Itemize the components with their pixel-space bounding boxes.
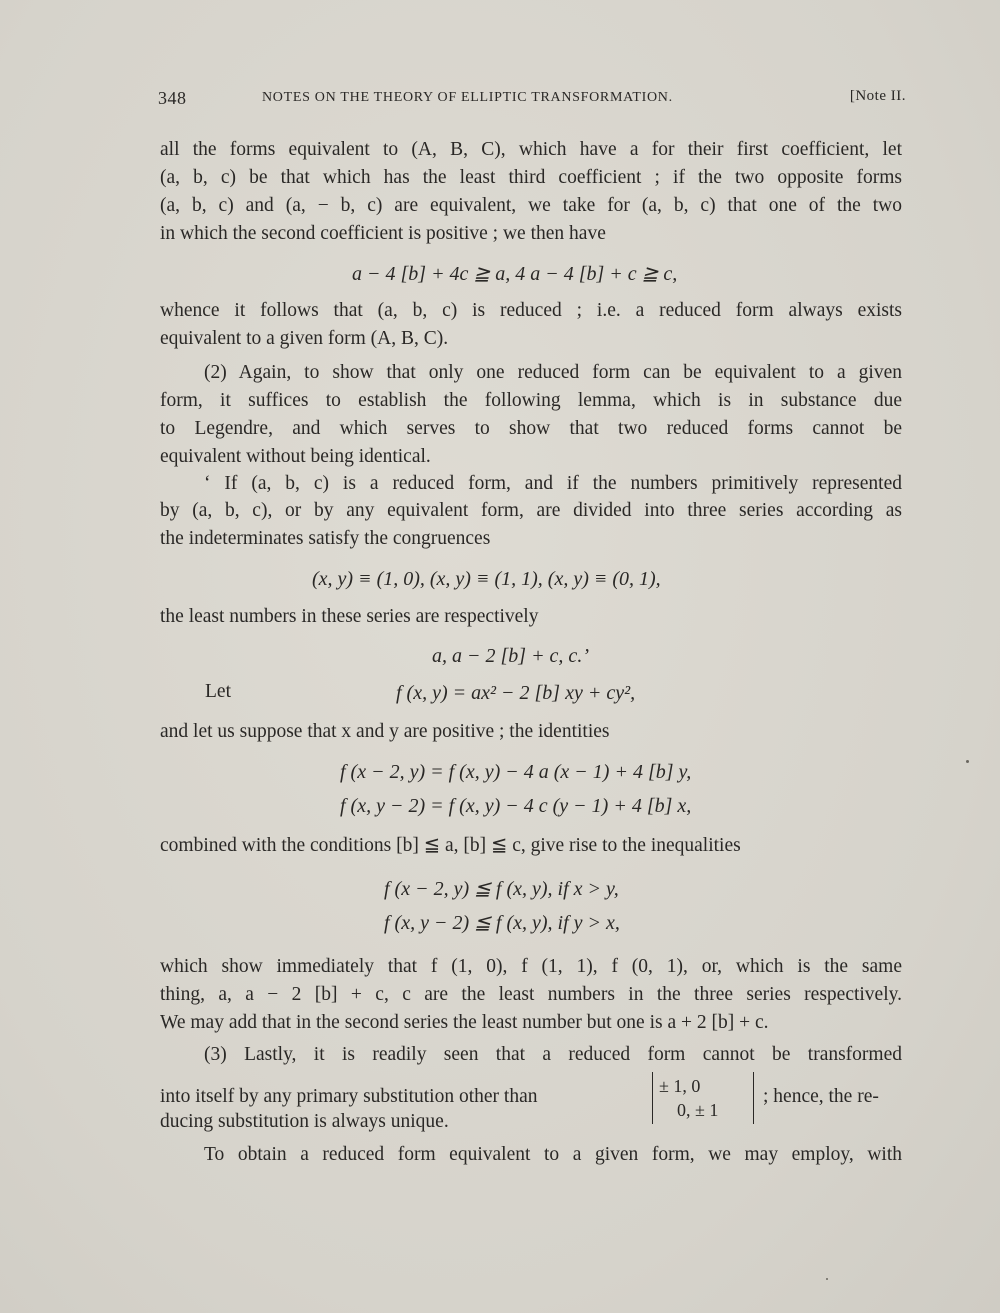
paragraph-start: (2) Again, to show that only one reduced form can be equivalent to a given bbox=[204, 362, 902, 383]
matrix-row: 0, ± 1 bbox=[677, 1100, 719, 1120]
text-line: equivalent to a given form (A, B, C). bbox=[160, 328, 449, 349]
text-line: combined with the conditions [b] ≦ a, [b] ≦ c, give rise to the inequalities bbox=[160, 835, 741, 856]
paper-speck bbox=[966, 760, 969, 763]
equation: f (x, y) = ax² − 2 [b] xy + cy², bbox=[396, 682, 636, 704]
equation: f (x, y − 2) ≦ f (x, y), if y > x, bbox=[384, 912, 620, 934]
equation: a, a − 2 [b] + c, c.’ bbox=[432, 645, 589, 667]
equation: f (x, y − 2) = f (x, y) − 4 c (y − 1) + 4 [b] x, bbox=[340, 795, 692, 817]
paper-speck bbox=[826, 1278, 828, 1280]
text-line: in which the second coefficient is positive ; we then have bbox=[160, 223, 606, 244]
equation: f (x − 2, y) ≦ f (x, y), if x > y, bbox=[384, 878, 619, 900]
paragraph-start: To obtain a reduced form equivalent to a given form, we may employ, with bbox=[204, 1144, 902, 1165]
equation: f (x − 2, y) = f (x, y) − 4 a (x − 1) + 4 [b] y, bbox=[340, 761, 692, 783]
running-header bbox=[158, 88, 906, 114]
text-line: all the forms equivalent to (A, B, C), which have a for their first coefficient, let bbox=[160, 139, 902, 160]
text-line: to Legendre, and which serves to show that two reduced forms cannot be bbox=[160, 418, 902, 439]
text-line: into itself by any primary substitution other than bbox=[160, 1086, 538, 1107]
note-label: [Note II. bbox=[849, 88, 906, 104]
paragraph-start: (3) Lastly, it is readily seen that a reduced form cannot be transformed bbox=[204, 1044, 902, 1065]
text-line: thing, a, a − 2 [b] + c, c are the least numbers in the three series respectively. bbox=[160, 984, 902, 1005]
text-line: whence it follows that (a, b, c) is reduced ; i.e. a reduced form always exists bbox=[160, 300, 902, 321]
matrix-row: ± 1, 0 bbox=[659, 1076, 701, 1096]
text-line: ; hence, the re- bbox=[763, 1086, 879, 1107]
page-number: 348 bbox=[158, 88, 187, 108]
text-line: by (a, b, c), or by any equivalent form, are divided into three series according as bbox=[160, 500, 902, 521]
text-line: ducing substitution is always unique. bbox=[160, 1111, 449, 1132]
text-line: (a, b, c) be that which has the least third coefficient ; if the two opposite forms bbox=[160, 167, 902, 188]
equation: a − 4 [b] + 4c ≧ a, 4 a − 4 [b] + c ≧ c, bbox=[352, 263, 678, 285]
text-line: and let us suppose that x and y are positive ; the identities bbox=[160, 721, 610, 742]
running-title: NOTES ON THE THEORY OF ELLIPTIC TRANSFORMATION. bbox=[262, 90, 673, 105]
paragraph-start: ‘ If (a, b, c) is a reduced form, and if the numbers primitively represented bbox=[204, 473, 902, 494]
text-line: (a, b, c) and (a, − b, c) are equivalent, we take for (a, b, c) that one of the two bbox=[160, 195, 902, 216]
text-line: We may add that in the second series the least number but one is a + 2 [b] + c. bbox=[160, 1012, 769, 1033]
text-line: the least numbers in these series are respectively bbox=[160, 606, 539, 627]
equation: (x, y) ≡ (1, 0), (x, y) ≡ (1, 1), (x, y) ≡ (0, 1), bbox=[312, 568, 661, 590]
text-line: which show immediately that f (1, 0), f (1, 1), f (0, 1), or, which is the same bbox=[160, 956, 902, 977]
let-label: Let bbox=[205, 681, 231, 702]
text-line: equivalent without being identical. bbox=[160, 446, 431, 467]
text-line: the indeterminates satisfy the congruences bbox=[160, 528, 491, 549]
text-line: form, it suffices to establish the following lemma, which is in substance due bbox=[160, 390, 902, 411]
